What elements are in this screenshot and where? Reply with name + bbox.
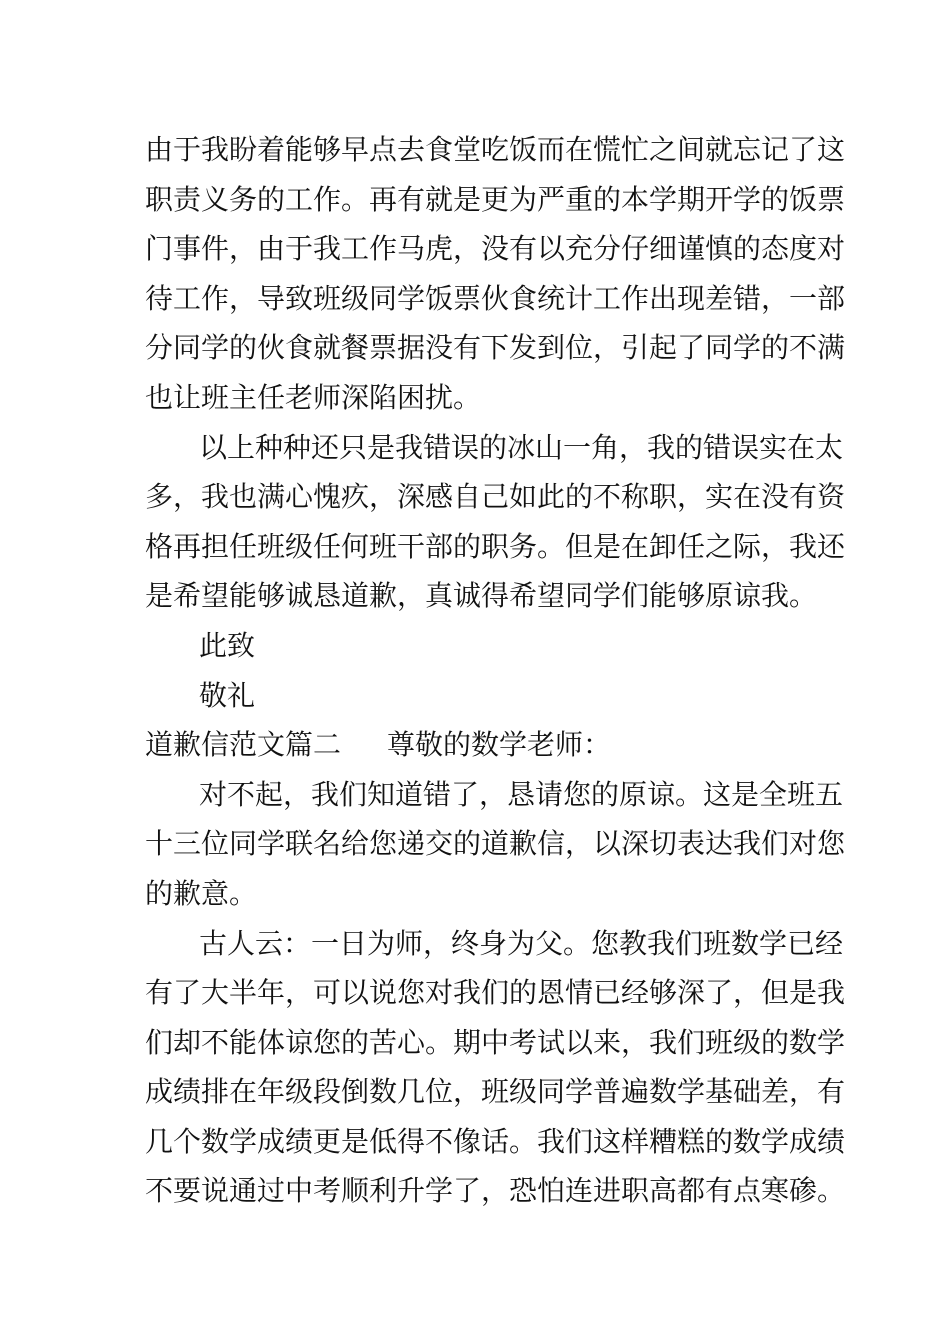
paragraph-line: 格再担任班级任何班干部的职务。但是在卸任之际，我还 [145,529,846,563]
paragraph-line: 多，我也满心愧疚，深感自己如此的不称职，实在没有资 [145,480,846,514]
paragraph-line: 对不起，我们知道错了，恳请您的原谅。这是全班五 [199,777,844,811]
paragraph-line: 几个数学成绩更是低得不像话。我们这样糟糕的数学成绩 [145,1124,846,1158]
letter-body [145,125,846,1216]
paragraph-line: 也让班主任老师深陷困扰。 [145,380,482,414]
paragraph-line: 的歉意。 [145,876,258,910]
salutation: 尊敬的数学老师： [387,728,612,762]
paragraph-line: 职责义务的工作。再有就是更为严重的本学期开学的饭票 [145,182,846,216]
paragraph-line: 是希望能够诚恳道歉，真诚得希望同学们能够原谅我。 [145,579,818,613]
paragraph-line: 成绩排在年级段倒数几位，班级同学普遍数学基础差，有 [145,1075,846,1109]
paragraph-line: 们却不能体谅您的苦心。期中考试以来，我们班级的数学 [145,1025,846,1059]
paragraph-line: 待工作，导致班级同学饭票伙食统计工作出现差错，一部 [145,281,846,315]
paragraph-line: 由于我盼着能够早点去食堂吃饭而在慌忙之间就忘记了这 [145,133,846,166]
section-title: 道歉信范文篇二 [145,728,342,762]
paragraph-line: 门事件，由于我工作马虎，没有以充分仔细谨慎的态度对 [145,232,846,266]
paragraph-line: 不要说通过中考顺利升学了，恐怕连进职高都有点寒碜。 [145,1174,846,1208]
closing-line: 此致 [199,628,256,662]
paragraph-line: 十三位同学联名给您递交的道歉信，以深切表达我们对您 [145,827,846,861]
paragraph-line: 以上种种还只是我错误的冰山一角，我的错误实在太 [199,430,844,464]
paragraph-line: 分同学的伙食就餐票据没有下发到位，引起了同学的不满 [145,331,846,365]
closing-line: 敬礼 [199,678,256,712]
paragraph-line: 有了大半年，可以说您对我们的恩情已经够深了，但是我 [145,976,846,1010]
paragraph-line: 古人云：一日为师，终身为父。您教我们班数学已经 [199,926,844,960]
section-heading [145,720,810,770]
